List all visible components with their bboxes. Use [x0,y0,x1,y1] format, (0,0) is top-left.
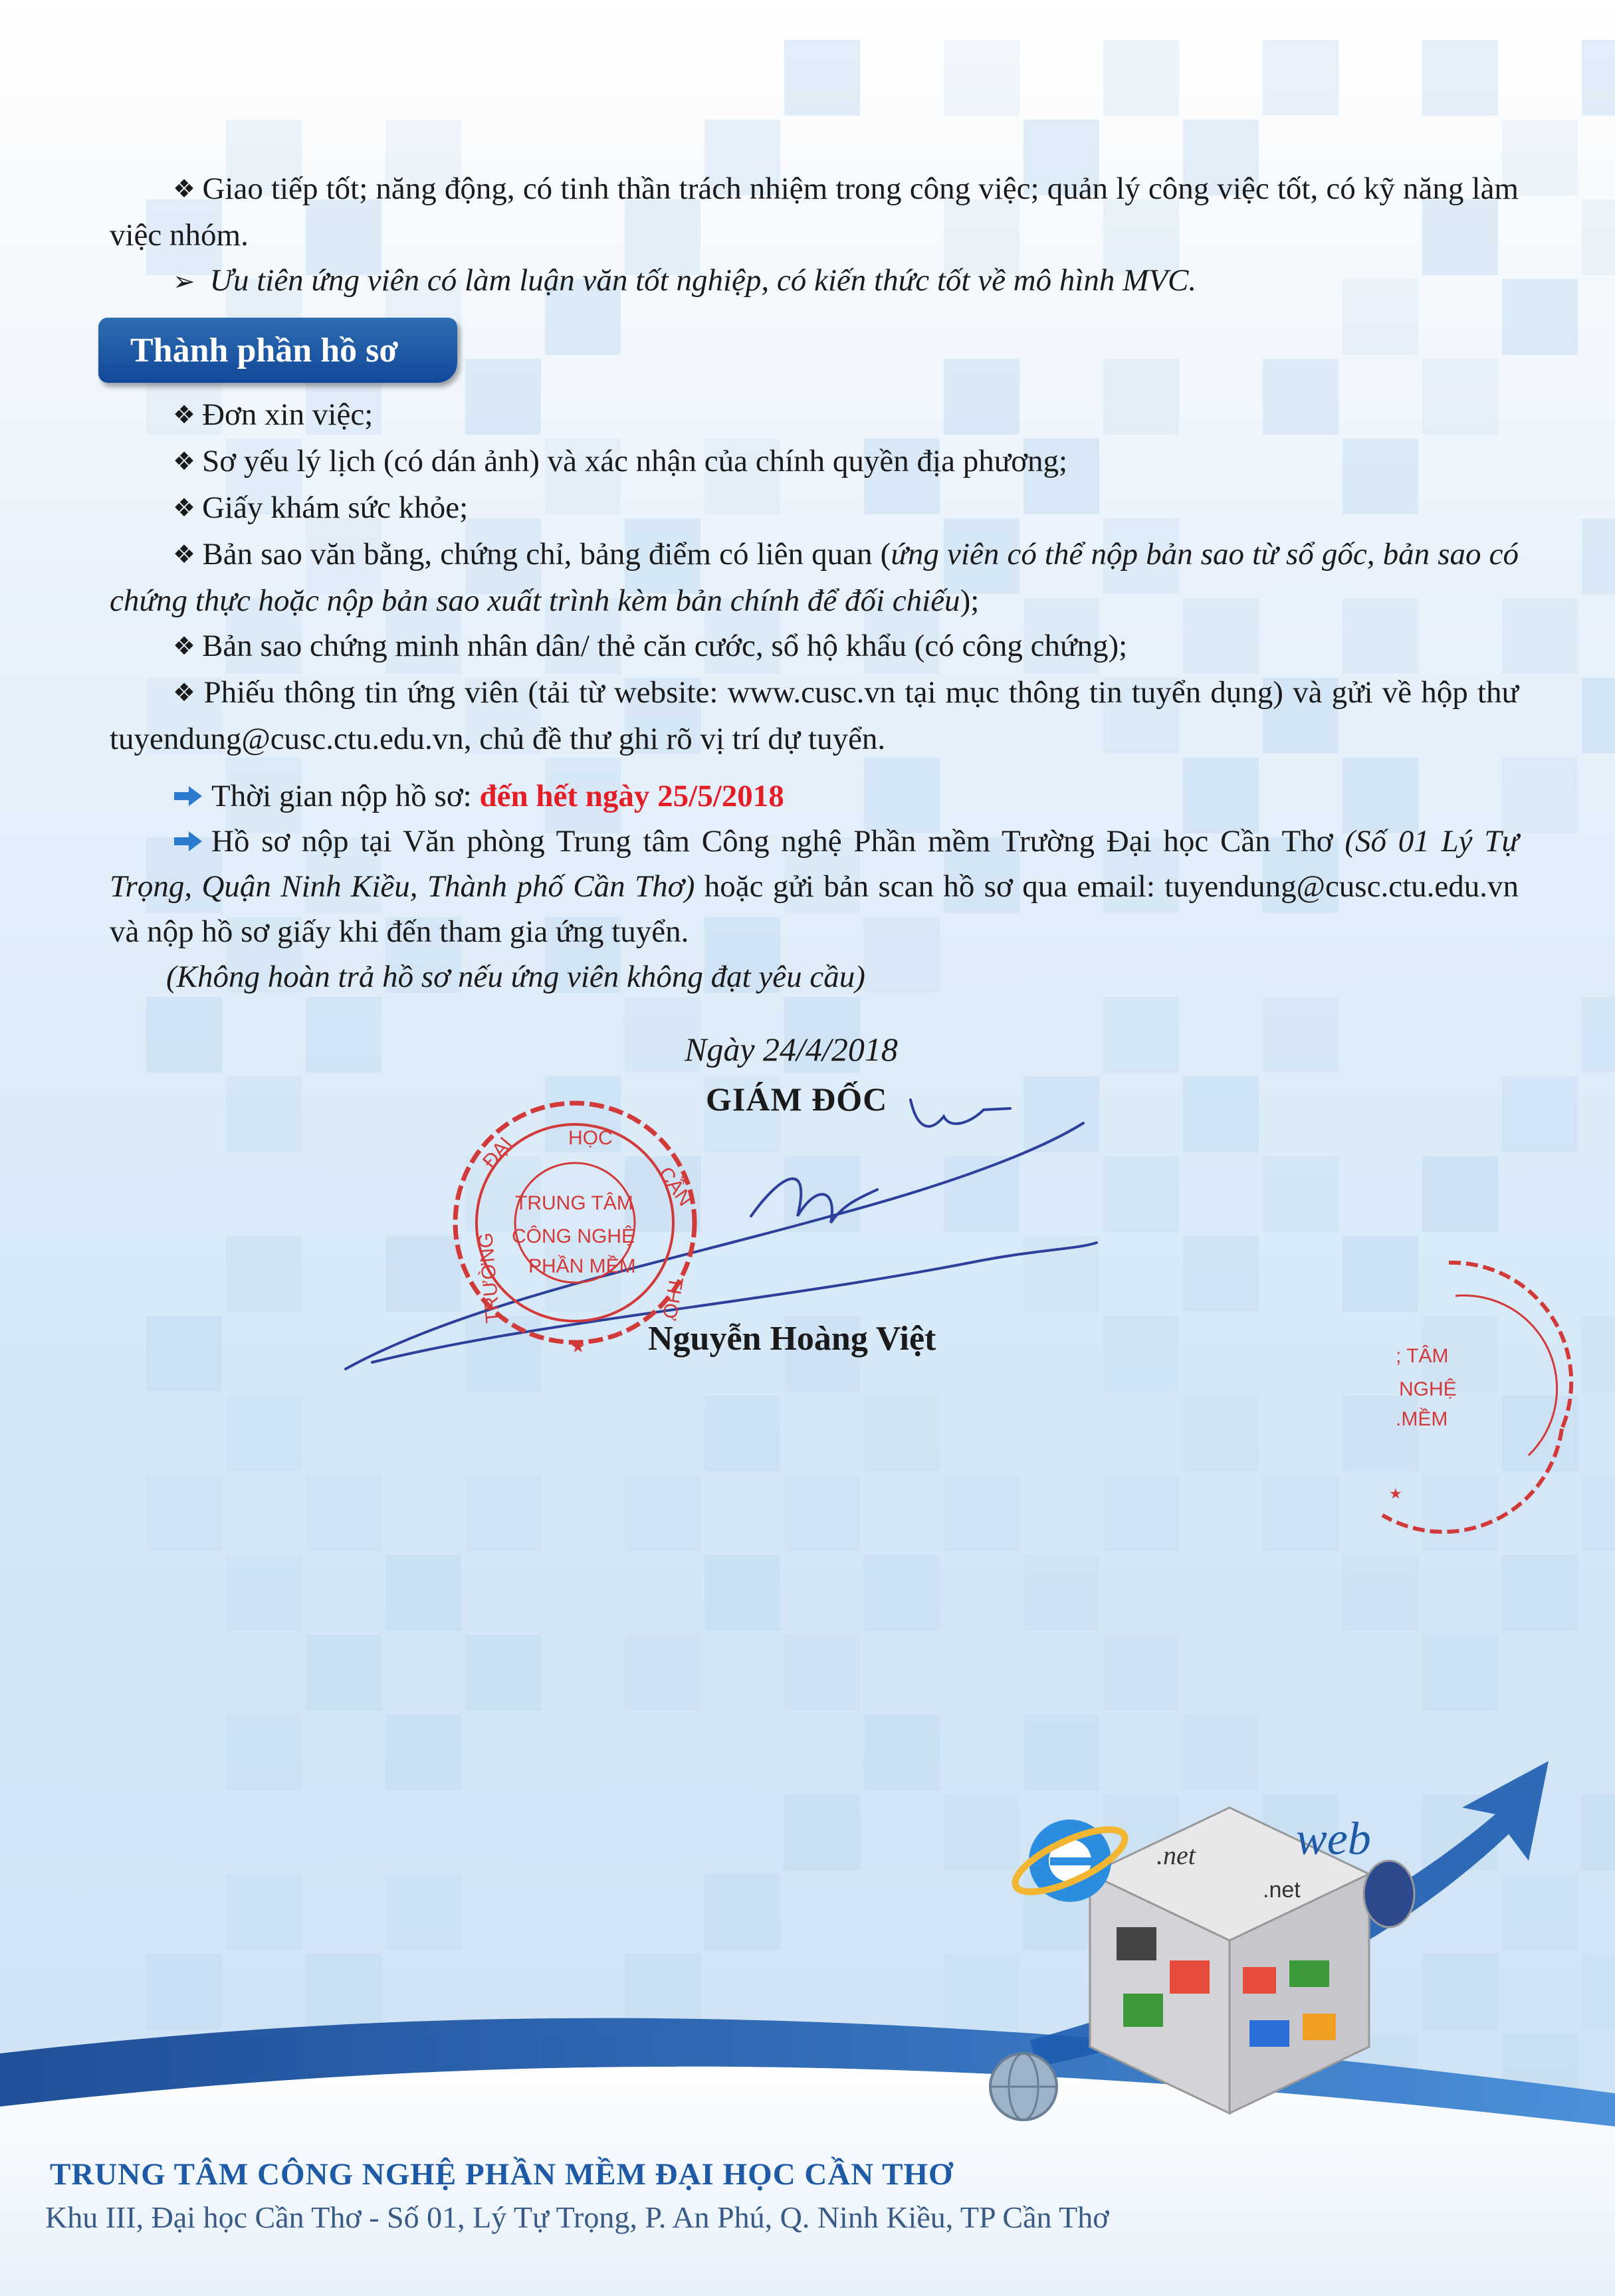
svg-text:HỌC: HỌC [568,1127,613,1149]
svg-text:TRƯỜNG: TRƯỜNG [475,1231,504,1324]
list-item: ❖ Bản sao văn bằng, chứng chỉ, bảng điểm có liên quan (ứng viên có thể nộp bản sao từ sổ gốc, bản sao có chứng thực hoặc nộp bản sao xuất trình kèm bản chính để đối chiếu); [110,537,1519,618]
list-item: ❖ Bản sao chứng minh nhân dân/ thẻ căn cước, sổ hộ khẩu (có công chứng); [173,629,1128,663]
svg-text:★: ★ [1389,1486,1402,1503]
svg-text:CẦN: CẦN [654,1163,697,1210]
svg-text:TRUNG TÂM: TRUNG TÂM [515,1192,633,1214]
svg-text:.net: .net [1263,1877,1301,1903]
submission-place: Hồ sơ nộp tại Văn phòng Trung tâm Công nghệ Phần mềm Trường Đại học Cần Thơ (Số 01 Lý Tự Trọng, Quận Ninh Kiều, Thành phố Cần Thơ) hoặc gửi bản scan hồ sơ qua email: tuyendung@cusc.ctu.edu.vn và nộp hồ sơ giấy khi đến tham gia ứng tuyển. [110,824,1519,949]
footer-organization: TRUNG TÂM CÔNG NGHỆ PHẦN MỀM ĐẠI HỌC CẦN THƠ [50,2157,954,2192]
svg-text:NGHỆ: NGHỆ [1399,1378,1457,1400]
svg-text:; TÂM: ; TÂM [1396,1345,1449,1367]
svg-text:.MỀM: .MỀM [1396,1408,1448,1430]
svg-text:PHẦN MỀM: PHẦN MỀM [528,1255,636,1277]
svg-text:.net: .net [1156,1840,1196,1870]
svg-text:THƠ: THƠ [657,1275,687,1322]
submission-note: (Không hoàn trả hồ sơ nếu ứng viên không đạt yêu cầu) [166,960,865,994]
signature-role: GIÁM ĐỐC [706,1081,888,1118]
list-item: ❖ Phiếu thông tin ứng viên (tải từ website: www.cusc.vn tại mục thông tin tuyển dụng) và gửi về hộp thư tuyendung@cusc.ctu.edu.vn, chủ đề thư ghi rõ vị trí dự tuyển. [110,675,1519,756]
section-heading-documents: Thành phần hồ sơ [98,318,457,383]
diamond-bullet-icon: ❖ [173,493,196,522]
diamond-bullet-icon: ❖ [173,631,196,661]
requirement-soft-skills: ❖ Giao tiếp tốt; năng động, có tinh thần trách nhiệm trong công việc; quản lý công việc tốt, có kỹ năng làm việc nhóm. [110,171,1519,253]
list-item: ❖ Đơn xin việc; [173,397,374,432]
handwritten-signature [346,1100,1097,1369]
svg-text:CÔNG NGHỆ: CÔNG NGHỆ [512,1225,635,1247]
list-item: ❖ Giấy khám sức khỏe; [173,490,469,525]
diamond-bullet-icon: ❖ [173,678,197,707]
svg-text:web: web [1296,1814,1371,1865]
arrowhead-bullet-icon: ➢ [173,266,195,297]
list-item: ❖ Sơ yếu lý lịch (có dán ảnh) và xác nhận của chính quyền địa phương; [173,444,1068,478]
diamond-bullet-icon: ❖ [173,400,196,429]
submission-deadline: Thời gian nộp hồ sơ: đến hết ngày 25/5/2018 [110,774,1519,819]
partial-stamp [1382,1263,1571,1532]
footer-address: Khu III, Đại học Cần Thơ - Số 01, Lý Tự Trọng, P. An Phú, Q. Ninh Kiều, TP Cần Thơ [45,2200,1109,2234]
requirement-priority: ➢ Ưu tiên ứng viên có làm luận văn tốt nghiệp, có kiến thức tốt về mô hình MVC. [173,263,1197,298]
diamond-bullet-icon: ❖ [173,174,196,203]
signature-date: Ngày 24/4/2018 [685,1031,898,1068]
diamond-bullet-icon: ❖ [173,447,196,476]
svg-text:ĐẠI: ĐẠI [479,1132,517,1173]
diamond-bullet-icon: ❖ [173,540,196,569]
official-stamp [455,1103,697,1357]
svg-text:★: ★ [570,1337,586,1357]
signatory-name: Nguyễn Hoàng Việt [648,1320,936,1358]
